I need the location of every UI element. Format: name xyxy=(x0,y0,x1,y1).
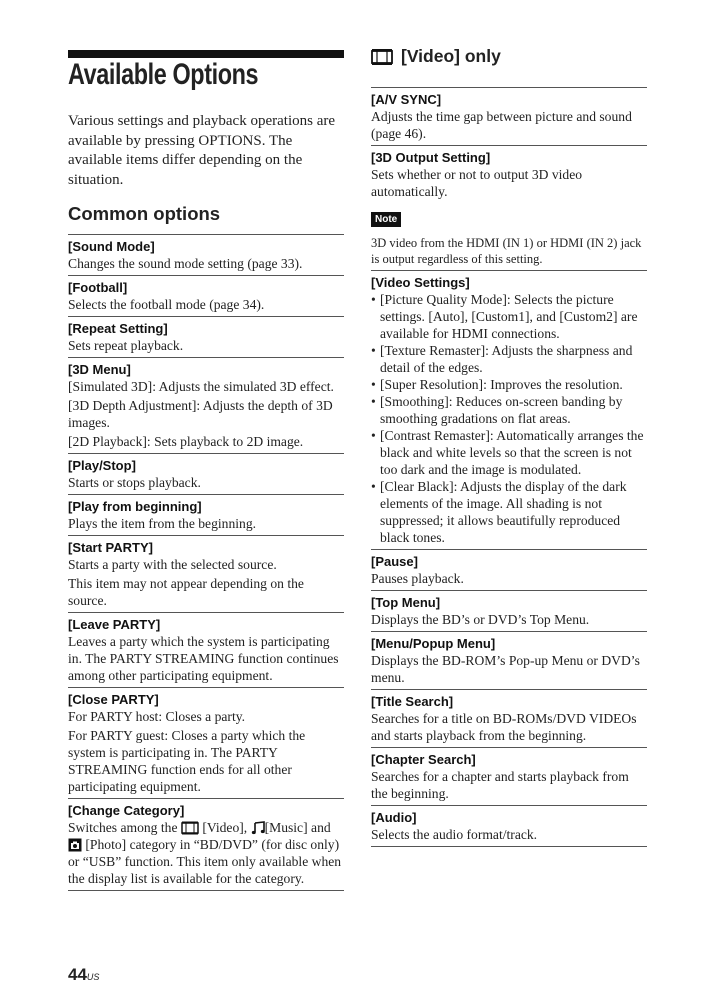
option-desc: [Simulated 3D]: Adjusts the simulated 3D effect. xyxy=(68,379,334,394)
list-item xyxy=(68,494,344,535)
video-settings-bullets xyxy=(371,291,647,546)
option-desc: Displays the BD’s or DVD’s Top Menu. xyxy=(371,612,590,627)
option-desc: For PARTY host: Closes a party. xyxy=(68,709,246,724)
option-title: [Leave PARTY] xyxy=(68,617,161,632)
desc-part: Switches among the xyxy=(68,820,178,835)
option-title: [Title Search] xyxy=(371,694,454,709)
option-desc: [3D Depth Adjustment]: Adjusts the depth of 3D images. xyxy=(68,398,333,430)
list-item xyxy=(68,234,344,275)
option-title: [Change Category] xyxy=(68,803,185,818)
option-desc: Searches for a chapter and starts playback from the beginning. xyxy=(371,769,629,801)
video-icon xyxy=(371,48,393,66)
list-item xyxy=(371,270,647,549)
option-title: [Pause] xyxy=(371,554,418,569)
option-title: [Play from beginning] xyxy=(68,499,202,514)
option-desc: Leaves a party which the system is participating in. The PARTY STREAMING function continues among other participating equipment. xyxy=(68,634,339,683)
option-desc: [2D Playback]: Sets playback to 2D image. xyxy=(68,434,304,449)
option-title: [3D Menu] xyxy=(68,362,131,377)
list-item xyxy=(68,316,344,357)
list-item xyxy=(371,145,647,270)
option-title: [Close PARTY] xyxy=(68,692,159,707)
option-title: [Top Menu] xyxy=(371,595,441,610)
option-desc: Starts a party with the selected source. xyxy=(68,557,277,572)
bullet-item: • [Super Resolution]: Improves the resolution. xyxy=(371,376,647,393)
photo-icon xyxy=(68,838,82,852)
desc-part: [Video], xyxy=(202,820,248,835)
list-item xyxy=(371,631,647,689)
desc-part: [Music] xyxy=(264,820,308,835)
list-item xyxy=(68,687,344,798)
bullet-item: • [Contrast Remaster]: Automatically arranges the black and white levels so that the screen is not too dark and the image is modulated. xyxy=(371,427,647,478)
option-title: [Sound Mode] xyxy=(68,239,155,254)
option-desc: Pauses playback. xyxy=(371,571,464,586)
list-item xyxy=(371,590,647,631)
intro-text: Various settings and playback operations are available by pressing OPTIONS. The available items differ depending on the situation. xyxy=(68,113,336,188)
option-title: [Play/Stop] xyxy=(68,458,136,473)
video-options-list xyxy=(371,87,647,847)
option-desc: Adjusts the time gap between picture and sound (page 46). xyxy=(371,109,632,141)
page-number-value: 44 xyxy=(68,965,87,984)
option-title: [Football] xyxy=(68,280,128,295)
list-item xyxy=(371,87,647,145)
option-desc: Plays the item from the beginning. xyxy=(68,516,257,531)
desc-part: and xyxy=(311,820,331,835)
option-title: [Start PARTY] xyxy=(68,540,153,555)
option-title: [Chapter Search] xyxy=(371,752,476,767)
option-desc: Displays the BD-ROM’s Pop-up Menu or DVD’s menu. xyxy=(371,653,640,685)
list-item xyxy=(68,275,344,316)
list-item xyxy=(68,612,344,687)
page-number xyxy=(68,965,99,985)
option-desc: Searches for a title on BD-ROMs/DVD VIDEOs and starts playback from the beginning. xyxy=(371,711,637,743)
list-item xyxy=(68,535,344,612)
bullet-item: • [Smoothing]: Reduces on-screen banding by smoothing gradations on flat areas. xyxy=(371,393,647,427)
note-badge: Note xyxy=(371,212,401,227)
bullet-item: • [Picture Quality Mode]: Selects the picture settings. [Auto], [Custom1], and [Custom2] are available for HDMI connections. xyxy=(371,291,647,342)
option-title: [Menu/Popup Menu] xyxy=(371,636,496,651)
option-title: [A/V SYNC] xyxy=(371,92,442,107)
desc-part: [Photo] category in “BD/DVD” (for disc only) or “USB” function. This item only available when the display list is available for the category. xyxy=(68,837,342,886)
list-item xyxy=(371,747,647,805)
list-item xyxy=(371,549,647,590)
option-desc: Selects the audio format/track. xyxy=(371,827,538,842)
option-title: [Video Settings] xyxy=(371,275,470,290)
video-only-heading xyxy=(371,46,501,67)
video-icon xyxy=(181,821,199,835)
list-item xyxy=(371,805,647,847)
list-item xyxy=(68,453,344,494)
bullet-item: • [Texture Remaster]: Adjusts the sharpness and detail of the edges. xyxy=(371,342,647,376)
page-title: Available Options xyxy=(68,58,259,91)
option-title: [3D Output Setting] xyxy=(371,150,491,165)
option-desc: Changes the sound mode setting (page 33). xyxy=(68,256,303,271)
option-title: [Repeat Setting] xyxy=(68,321,168,336)
option-desc xyxy=(68,819,344,887)
note-text: 3D video from the HDMI (IN 1) or HDMI (IN 2) jack is output regardless of this setting. xyxy=(371,236,642,266)
bullet-item: • [Clear Black]: Adjusts the display of the dark elements of the image. All shading is not suppressed; it allows beautifully reproduced black tones. xyxy=(371,478,647,546)
common-options-heading: Common options xyxy=(68,203,221,224)
option-desc: Sets repeat playback. xyxy=(68,338,184,353)
option-title: [Audio] xyxy=(371,810,417,825)
option-desc: For PARTY guest: Closes a party which the system is participating in. The PARTY STREAMING function ends for all other participating equipment. xyxy=(68,728,306,794)
list-item xyxy=(371,689,647,747)
list-item xyxy=(68,357,344,453)
option-desc: This item may not appear depending on the source. xyxy=(68,576,304,608)
option-desc: Starts or stops playback. xyxy=(68,475,201,490)
option-desc: Sets whether or not to output 3D video automatically. xyxy=(371,167,583,199)
title-bar xyxy=(68,50,344,58)
music-icon xyxy=(251,821,265,835)
page-number-suffix: US xyxy=(86,972,100,982)
video-only-heading-text: [Video] only xyxy=(401,46,501,66)
option-desc: Selects the football mode (page 34). xyxy=(68,297,265,312)
list-item xyxy=(68,798,344,891)
common-options-list xyxy=(68,234,344,891)
